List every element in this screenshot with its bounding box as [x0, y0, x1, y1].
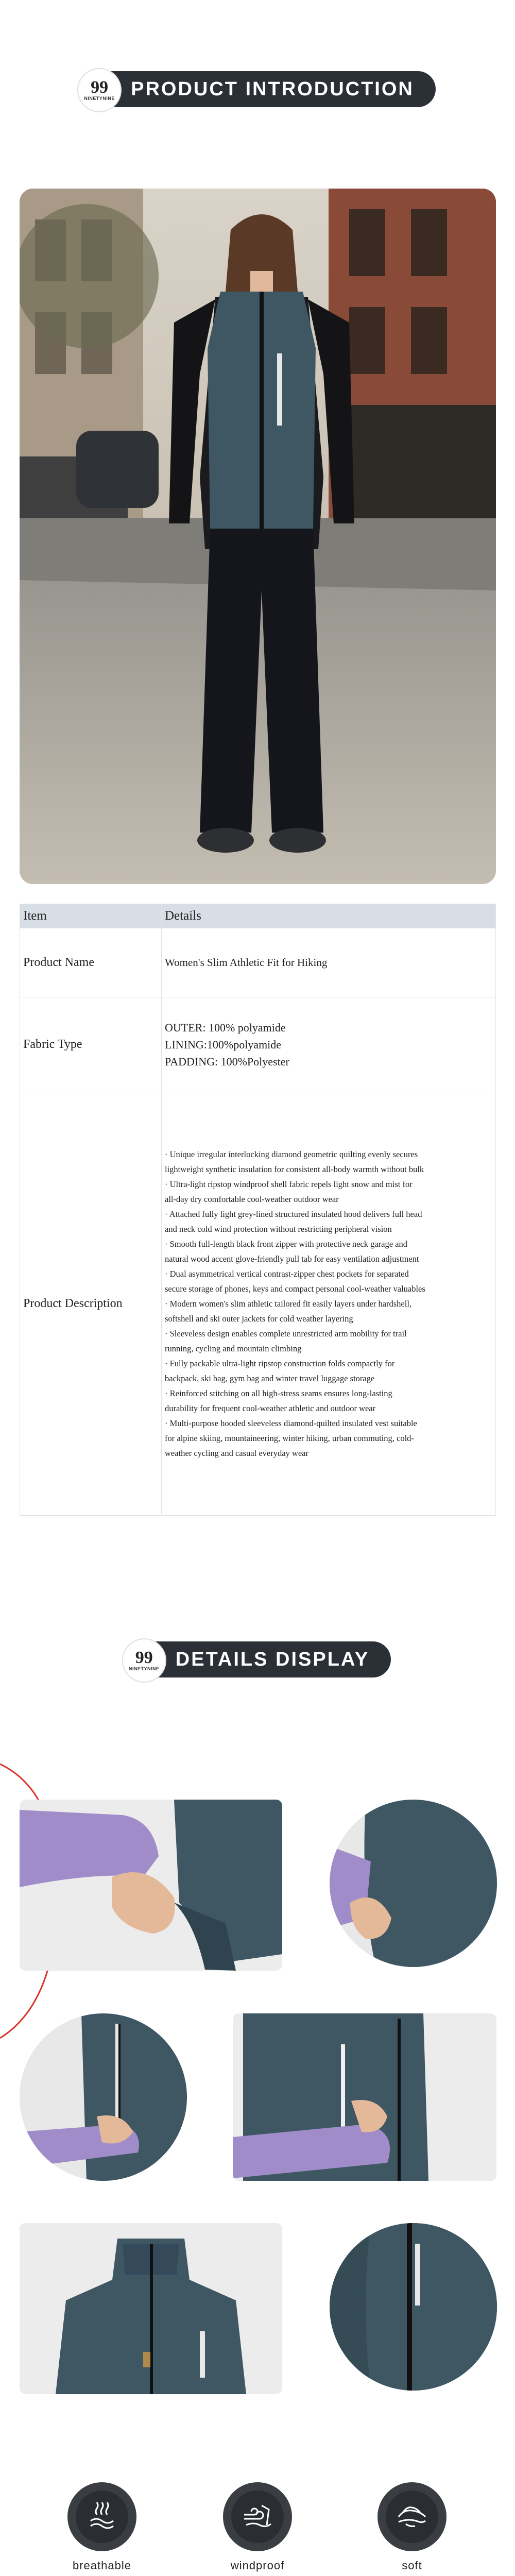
- product-description-value: [162, 1092, 496, 1516]
- logo-text: NINETYNINE: [128, 1666, 160, 1671]
- feature-label: windproof: [230, 2559, 285, 2572]
- fabric-type-label: Fabric Type: [20, 997, 162, 1092]
- detail-photo-pocket-circle: [20, 2013, 187, 2181]
- section-title-pill: [124, 1641, 391, 1677]
- description-line: · Unique irregular interlocking diamond geometric quilting evenly secures: [165, 1149, 418, 1159]
- description-line: for alpine skiing, mountaineering, winter hiking, urban commuting, cold-: [165, 1433, 414, 1443]
- description-line: backpack, ski bag, gym bag and winter travel luggage storage: [165, 1374, 375, 1383]
- description-line: · Smooth full-length black front zipper with protective neck garage and: [165, 1239, 408, 1249]
- table-header-row: [20, 904, 496, 928]
- section-title: PRODUCT INTRODUCTION: [131, 78, 414, 100]
- section-title: DETAILS DISPLAY: [175, 1648, 370, 1670]
- description-line: · Attached fully light grey-lined structured insulated hood delivers full head: [165, 1209, 422, 1219]
- product-intro-header: [0, 71, 515, 107]
- description-line: · Reinforced stitching on all high-stress seams ensures long-lasting: [165, 1388, 392, 1398]
- detail-photo-side-circle: [330, 1800, 497, 1967]
- brand-logo: [77, 68, 122, 112]
- detail-photo-collar: [20, 2223, 282, 2394]
- description-line: softshell and ski outer jackets for cold weather layering: [165, 1314, 353, 1324]
- header-item: Item: [20, 904, 162, 928]
- description-line: weather cycling and casual everyday wear: [165, 1448, 308, 1458]
- soft-icon: [396, 2501, 428, 2532]
- description-line: secure storage of phones, keys and compact personal cool-weather valuables: [165, 1284, 425, 1294]
- description-line: all-day dry comfortable cool-weather outdoor wear: [165, 1194, 339, 1204]
- description-line: · Ultra-light ripstop windproof shell fabric repels light snow and mist for: [165, 1179, 413, 1189]
- feature-label: soft: [402, 2559, 422, 2572]
- description-line: · Dual asymmetrical vertical contrast-zipper chest pockets for separated: [165, 1269, 409, 1279]
- section-title-pill: [79, 71, 436, 107]
- fabric-outer: OUTER: 100% polyamide: [165, 1021, 286, 1034]
- product-name-value: Women's Slim Athletic Fit for Hiking: [162, 928, 496, 997]
- details-display-header: [0, 1641, 515, 1677]
- feature-windproof: [206, 2482, 309, 2573]
- product-description-label: Product Description: [20, 1092, 162, 1516]
- fabric-lining: LINING:100%polyamide: [165, 1038, 282, 1051]
- windproof-icon: [241, 2501, 274, 2532]
- fabric-padding: PADDING: 100%Polyester: [165, 1055, 289, 1068]
- brand-logo: [122, 1638, 166, 1683]
- description-line: lightweight synthetic insulation for consistent all-body warmth without bulk: [165, 1164, 424, 1174]
- product-name-label: Product Name: [20, 928, 162, 997]
- description-line: · Sleeveless design enables complete unrestricted arm mobility for trail: [165, 1329, 407, 1338]
- logo-text: NINETYNINE: [84, 96, 115, 101]
- description-line: · Multi-purpose hooded sleeveless diamond-quilted insulated vest suitable: [165, 1418, 417, 1428]
- logo-number: 99: [135, 1648, 153, 1667]
- detail-photo-pocket: [233, 2013, 496, 2181]
- fabric-type-value: [162, 997, 496, 1092]
- table-row: [20, 1092, 496, 1516]
- description-line: and neck cold wind protection without restricting peripheral vision: [165, 1224, 392, 1234]
- logo-number: 99: [91, 78, 109, 97]
- table-row: [20, 997, 496, 1092]
- description-line: · Modern women's slim athletic tailored fit easily layers under hardshell,: [165, 1299, 412, 1309]
- description-line: natural wood accent glove-friendly pull tab for easy ventilation adjustment: [165, 1254, 419, 1264]
- table-row: [20, 928, 496, 997]
- detail-photo-zipper-circle: [330, 2223, 497, 2391]
- breathable-icon: [87, 2501, 117, 2532]
- description-line: durability for frequent cool-weather athletic and outdoor wear: [165, 1403, 376, 1413]
- spec-table: [20, 904, 496, 1516]
- feature-breathable: [50, 2482, 153, 2573]
- description-line: running, cycling and mountain climbing: [165, 1344, 302, 1353]
- description-lines: [165, 1147, 492, 1461]
- feature-label: breathable: [73, 2559, 131, 2572]
- feature-soft: [360, 2482, 464, 2573]
- detail-photo-hem: [20, 1800, 282, 1971]
- header-details: Details: [162, 904, 496, 928]
- model-photo: [20, 189, 496, 884]
- description-line: · Fully packable ultra-light ripstop construction folds compactly for: [165, 1359, 395, 1368]
